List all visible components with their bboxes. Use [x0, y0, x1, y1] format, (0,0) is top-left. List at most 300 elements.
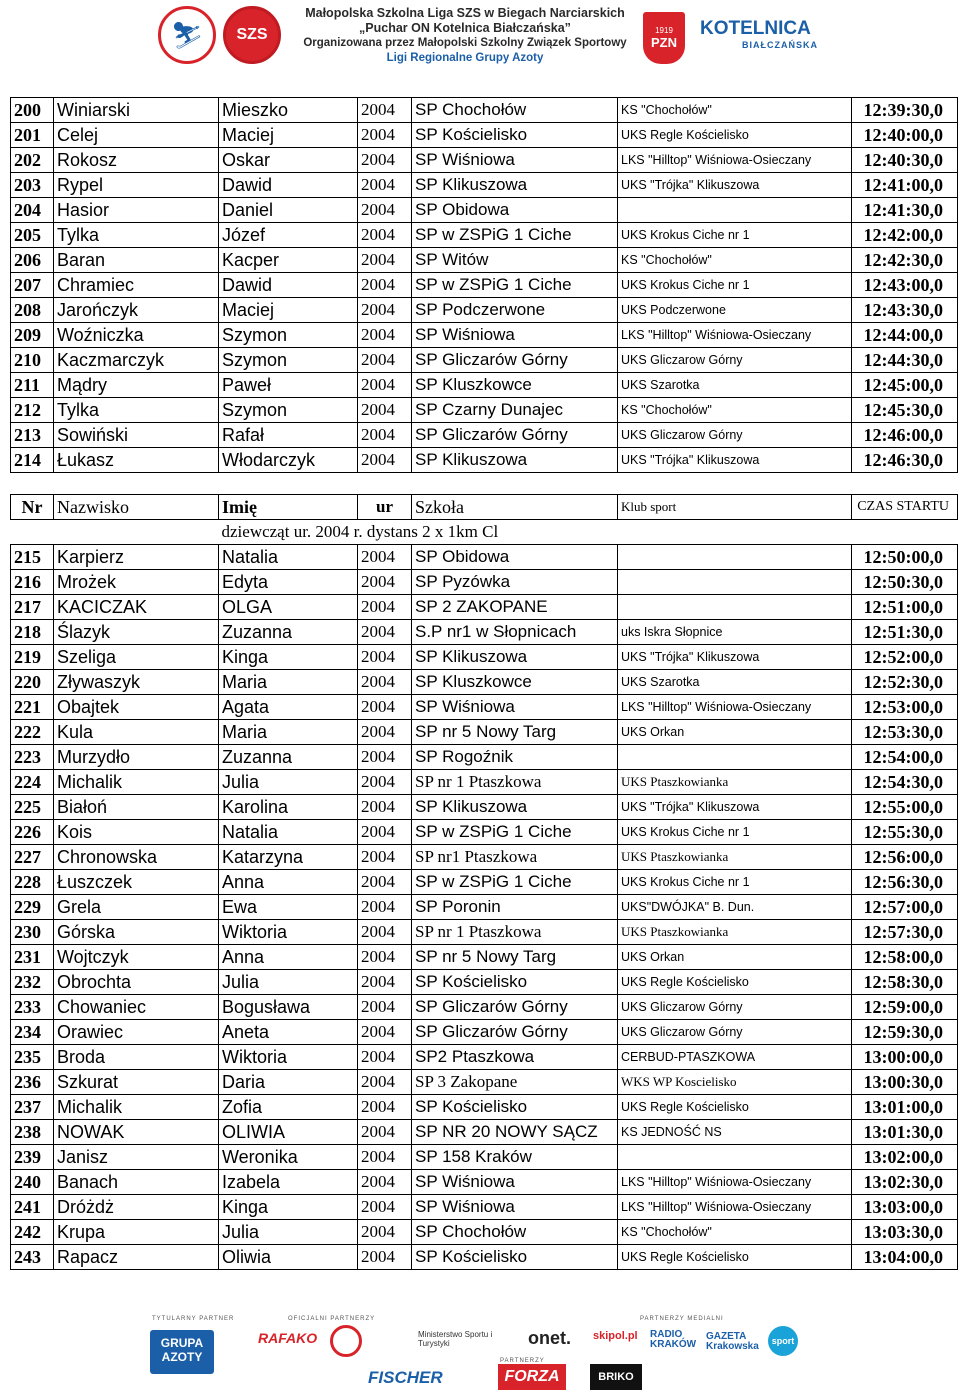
cell-school: SP Chochołów: [412, 98, 618, 123]
cell-club: [618, 570, 852, 595]
cell-time: 12:54:00,0: [852, 745, 958, 770]
table-row: [11, 223, 958, 248]
cell-nr: 239: [11, 1145, 54, 1170]
cell-nr: 219: [11, 645, 54, 670]
cell-surname: Broda: [54, 1045, 219, 1070]
title-line-4: Ligi Regionalne Grupy Azoty: [386, 52, 544, 64]
cell-school: SP nr 1 Ptaszkowa: [412, 920, 618, 945]
cell-nr: 201: [11, 123, 54, 148]
table-row: [11, 1095, 958, 1120]
cell-nr: 242: [11, 1220, 54, 1245]
table-row: [11, 298, 958, 323]
cell-year: 2004: [358, 1020, 412, 1045]
col-header-year: ur: [358, 495, 412, 520]
sponsor-rafako: RAFAKO: [258, 1330, 318, 1346]
cell-school: SP Kościelisko: [412, 1245, 618, 1270]
cell-club: UKS Gliczarow Górny: [618, 995, 852, 1020]
cell-year: 2004: [358, 1220, 412, 1245]
label-official-partners: OFICJALNI PARTNERZY: [288, 1316, 376, 1322]
cell-name: OLGA: [219, 595, 358, 620]
cell-club: KS JEDNOŚĆ NS: [618, 1120, 852, 1145]
label-media-partners: PARTNERZY MEDIALNI: [640, 1316, 724, 1322]
cell-time: 12:58:30,0: [852, 970, 958, 995]
cell-nr: 212: [11, 398, 54, 423]
cell-name: Dawid: [219, 273, 358, 298]
cell-school: SP2 Ptaszkowa: [412, 1045, 618, 1070]
table-row: [11, 148, 958, 173]
cell-nr: 203: [11, 173, 54, 198]
cell-club: UKS "Trójka" Klikuszowa: [618, 448, 852, 473]
col-header-school: Szkoła: [412, 495, 618, 520]
table-row: [11, 820, 958, 845]
cell-year: 2004: [358, 545, 412, 570]
cell-year: 2004: [358, 248, 412, 273]
cell-year: 2004: [358, 448, 412, 473]
cell-name: Kacper: [219, 248, 358, 273]
cell-club: UKS Krokus Ciche nr 1: [618, 820, 852, 845]
cell-surname: Łuszczek: [54, 870, 219, 895]
cell-club: UKS Ptaszkowianka: [618, 920, 852, 945]
sponsor-skipol: skipol.pl: [593, 1330, 638, 1342]
col-header-surname: Nazwisko: [54, 495, 219, 520]
table-row: [11, 323, 958, 348]
cell-surname: Górska: [54, 920, 219, 945]
cell-club: LKS "Hilltop" Wiśniowa-Osieczany: [618, 148, 852, 173]
kotelnica-logo: [700, 18, 818, 50]
cell-nr: 209: [11, 323, 54, 348]
cell-club: UKS Ptaszkowianka: [618, 770, 852, 795]
cell-nr: 237: [11, 1095, 54, 1120]
cell-school: SP Gliczarów Górny: [412, 1020, 618, 1045]
table-row: [11, 1195, 958, 1220]
cell-school: SP Wiśniowa: [412, 1170, 618, 1195]
cell-club: KS "Chochołów": [618, 248, 852, 273]
cell-time: 12:39:30,0: [852, 98, 958, 123]
cell-time: 12:50:30,0: [852, 570, 958, 595]
cell-nr: 236: [11, 1070, 54, 1095]
cell-nr: 228: [11, 870, 54, 895]
cell-name: Zuzanna: [219, 745, 358, 770]
cell-time: 12:55:00,0: [852, 795, 958, 820]
cell-club: [618, 1145, 852, 1170]
cell-nr: 220: [11, 670, 54, 695]
cell-nr: 240: [11, 1170, 54, 1195]
cell-surname: Szkurat: [54, 1070, 219, 1095]
cell-time: 12:43:00,0: [852, 273, 958, 298]
cell-time: 13:01:00,0: [852, 1095, 958, 1120]
table-row: [11, 620, 958, 645]
cell-school: SP w ZSPiG 1 Ciche: [412, 273, 618, 298]
cell-school: SP Pyzówka: [412, 570, 618, 595]
cell-club: UKS "Trójka" Klikuszowa: [618, 795, 852, 820]
cell-school: SP Wiśniowa: [412, 323, 618, 348]
cell-name: OLIWIA: [219, 1120, 358, 1145]
cell-club: LKS "Hilltop" Wiśniowa-Osieczany: [618, 1170, 852, 1195]
cell-surname: Mrożek: [54, 570, 219, 595]
cell-time: 12:45:30,0: [852, 398, 958, 423]
cell-school: SP Klikuszowa: [412, 448, 618, 473]
cell-surname: Zływaszyk: [54, 670, 219, 695]
cell-surname: Łukasz: [54, 448, 219, 473]
cell-name: Szymon: [219, 348, 358, 373]
cell-year: 2004: [358, 373, 412, 398]
cell-year: 2004: [358, 920, 412, 945]
cell-club: WKS WP Koscielisko: [618, 1070, 852, 1095]
cell-school: SP Wiśniowa: [412, 1195, 618, 1220]
cell-club: UKS Podczerwone: [618, 298, 852, 323]
title-line-2: „Puchar ON Kotelnica Białczańska”: [359, 21, 571, 35]
cell-name: Maciej: [219, 123, 358, 148]
table-row: [11, 423, 958, 448]
cell-name: Józef: [219, 223, 358, 248]
table-row: [11, 1120, 958, 1145]
cell-time: 12:42:00,0: [852, 223, 958, 248]
cell-school: SP Obidowa: [412, 545, 618, 570]
cell-club: UKS Orkan: [618, 720, 852, 745]
sponsor-onet: onet.: [528, 1328, 571, 1348]
sponsor-mm-sport: sport: [768, 1326, 798, 1356]
cell-name: Aneta: [219, 1020, 358, 1045]
table-row: [11, 1220, 958, 1245]
table-row: [11, 373, 958, 398]
cell-school: SP Kluszkowce: [412, 373, 618, 398]
cell-school: SP Klikuszowa: [412, 173, 618, 198]
cell-year: 2004: [358, 570, 412, 595]
cell-year: 2004: [358, 645, 412, 670]
cell-club: LKS "Hilltop" Wiśniowa-Osieczany: [618, 323, 852, 348]
cell-school: SP Klikuszowa: [412, 795, 618, 820]
table-row: [11, 1170, 958, 1195]
cell-year: 2004: [358, 323, 412, 348]
table-row: [11, 273, 958, 298]
table-row: [11, 670, 958, 695]
cell-time: 12:41:00,0: [852, 173, 958, 198]
cell-name: Mieszko: [219, 98, 358, 123]
cell-surname: Jarończyk: [54, 298, 219, 323]
table-row: [11, 398, 958, 423]
table-row: [11, 745, 958, 770]
table-row: [11, 248, 958, 273]
cell-year: 2004: [358, 98, 412, 123]
cell-name: Ewa: [219, 895, 358, 920]
cell-year: 2004: [358, 1095, 412, 1120]
table-row: [11, 695, 958, 720]
pzn-year: 1919: [655, 26, 673, 35]
table-row: [11, 720, 958, 745]
cell-school: SP 3 Zakopane: [412, 1070, 618, 1095]
cell-time: 12:56:00,0: [852, 845, 958, 870]
cell-nr: 202: [11, 148, 54, 173]
cell-school: S.P nr1 w Słopnicach: [412, 620, 618, 645]
cell-school: SP Rogoźnik: [412, 745, 618, 770]
cell-school: SP w ZSPiG 1 Ciche: [412, 820, 618, 845]
col-header-time: CZAS STARTU: [852, 495, 958, 520]
cell-nr: 231: [11, 945, 54, 970]
cell-year: 2004: [358, 348, 412, 373]
cell-year: 2004: [358, 670, 412, 695]
cell-surname: Ślazyk: [54, 620, 219, 645]
cell-club: UKS Gliczarow Górny: [618, 348, 852, 373]
cell-year: 2004: [358, 1170, 412, 1195]
table-row: [11, 895, 958, 920]
cell-year: 2004: [358, 595, 412, 620]
cell-name: Szymon: [219, 323, 358, 348]
col-header-name: Imię: [219, 495, 358, 520]
table-row: [11, 98, 958, 123]
cell-name: Maciej: [219, 298, 358, 323]
cell-time: 12:51:30,0: [852, 620, 958, 645]
cell-surname: Baran: [54, 248, 219, 273]
table-row: [11, 198, 958, 223]
cell-time: 12:55:30,0: [852, 820, 958, 845]
cell-surname: Janisz: [54, 1145, 219, 1170]
cell-name: Daniel: [219, 198, 358, 223]
cell-time: 12:52:30,0: [852, 670, 958, 695]
cell-nr: 229: [11, 895, 54, 920]
cell-nr: 206: [11, 248, 54, 273]
table-row: [11, 795, 958, 820]
cell-club: [618, 545, 852, 570]
cell-surname: Obrochta: [54, 970, 219, 995]
cell-year: 2004: [358, 745, 412, 770]
cell-surname: Sowiński: [54, 423, 219, 448]
table-row: [11, 995, 958, 1020]
cell-year: 2004: [358, 1070, 412, 1095]
cell-club: KS "Chochołów": [618, 398, 852, 423]
cell-club: LKS "Hilltop" Wiśniowa-Osieczany: [618, 695, 852, 720]
cell-year: 2004: [358, 820, 412, 845]
cell-name: Maria: [219, 720, 358, 745]
cell-school: SP Gliczarów Górny: [412, 423, 618, 448]
cell-time: 13:02:00,0: [852, 1145, 958, 1170]
cell-club: UKS"DWÓJKA" B. Dun.: [618, 895, 852, 920]
title-line-1: Małopolska Szkolna Liga SZS w Biegach Narciarskich: [305, 6, 625, 20]
cell-name: Szymon: [219, 398, 358, 423]
cell-name: Dawid: [219, 173, 358, 198]
cell-club: UKS "Trójka" Klikuszowa: [618, 645, 852, 670]
cell-time: 12:44:30,0: [852, 348, 958, 373]
cell-nr: 224: [11, 770, 54, 795]
kotelnica-main: KOTELNICA: [700, 18, 811, 39]
cell-school: SP Czarny Dunajec: [412, 398, 618, 423]
cell-nr: 233: [11, 995, 54, 1020]
cell-school: SP Podczerwone: [412, 298, 618, 323]
cell-name: Agata: [219, 695, 358, 720]
cell-club: [618, 595, 852, 620]
cell-time: 12:43:30,0: [852, 298, 958, 323]
cell-school: SP NR 20 NOWY SĄCZ: [412, 1120, 618, 1145]
cell-time: 13:03:00,0: [852, 1195, 958, 1220]
sponsor-briko: BRIKO: [590, 1364, 642, 1390]
cell-school: SP Witów: [412, 248, 618, 273]
cell-surname: Orawiec: [54, 1020, 219, 1045]
cell-surname: Winiarski: [54, 98, 219, 123]
cell-year: 2004: [358, 870, 412, 895]
cell-name: Katarzyna: [219, 845, 358, 870]
cell-nr: 235: [11, 1045, 54, 1070]
cell-year: 2004: [358, 945, 412, 970]
cell-club: UKS Szarotka: [618, 670, 852, 695]
cell-school: SP nr 5 Nowy Targ: [412, 945, 618, 970]
page-header: [0, 0, 960, 78]
cell-school: SP Kościelisko: [412, 1095, 618, 1120]
cell-surname: Kois: [54, 820, 219, 845]
cell-time: 12:50:00,0: [852, 545, 958, 570]
table-row: [11, 970, 958, 995]
cell-school: SP Kościelisko: [412, 970, 618, 995]
cell-club: LKS "Hilltop" Wiśniowa-Osieczany: [618, 1195, 852, 1220]
cell-name: Julia: [219, 1220, 358, 1245]
cell-nr: 232: [11, 970, 54, 995]
sponsor-gazeta-krakowska: GAZETA Krakowska: [706, 1331, 759, 1352]
cell-name: Oliwia: [219, 1245, 358, 1270]
cell-name: Oskar: [219, 148, 358, 173]
cell-year: 2004: [358, 695, 412, 720]
column-header-row: [11, 495, 958, 520]
cell-surname: Rokosz: [54, 148, 219, 173]
cell-name: Natalia: [219, 545, 358, 570]
cell-surname: NOWAK: [54, 1120, 219, 1145]
cell-school: SP Klikuszowa: [412, 645, 618, 670]
cell-club: UKS Gliczarow Górny: [618, 1020, 852, 1045]
szs-logo-text: SZS: [236, 26, 268, 43]
cell-surname: Krupa: [54, 1220, 219, 1245]
cell-school: SP w ZSPiG 1 Ciche: [412, 870, 618, 895]
cell-club: UKS Orkan: [618, 945, 852, 970]
cell-surname: Banach: [54, 1170, 219, 1195]
table-row: [11, 1070, 958, 1095]
cell-time: 12:40:30,0: [852, 148, 958, 173]
cell-club: UKS Szarotka: [618, 373, 852, 398]
cell-year: 2004: [358, 173, 412, 198]
cell-time: 12:58:00,0: [852, 945, 958, 970]
cell-school: SP Wiśniowa: [412, 695, 618, 720]
cell-time: 12:44:00,0: [852, 323, 958, 348]
cell-club: [618, 745, 852, 770]
sponsor-fischer: FISCHER: [368, 1368, 443, 1387]
cell-nr: 205: [11, 223, 54, 248]
cell-nr: 200: [11, 98, 54, 123]
table-row: [11, 123, 958, 148]
cell-year: 2004: [358, 1045, 412, 1070]
table-row: [11, 570, 958, 595]
table-row: [11, 845, 958, 870]
cell-time: 12:40:00,0: [852, 123, 958, 148]
cell-time: 12:57:30,0: [852, 920, 958, 945]
cell-name: Daria: [219, 1070, 358, 1095]
table-row: [11, 1245, 958, 1270]
cell-year: 2004: [358, 1245, 412, 1270]
cell-surname: Chramiec: [54, 273, 219, 298]
category-row: [11, 520, 958, 545]
cell-year: 2004: [358, 298, 412, 323]
cell-time: 12:59:30,0: [852, 1020, 958, 1045]
cell-nr: 226: [11, 820, 54, 845]
cell-time: 12:59:00,0: [852, 995, 958, 1020]
cell-school: SP nr 5 Nowy Targ: [412, 720, 618, 745]
sponsor-grupa-azoty: GRUPA AZOTY: [150, 1330, 214, 1374]
cell-surname: Hasior: [54, 198, 219, 223]
cell-name: Rafał: [219, 423, 358, 448]
cell-time: 13:03:30,0: [852, 1220, 958, 1245]
cell-time: 12:45:00,0: [852, 373, 958, 398]
label-partners: PARTNERZY: [500, 1358, 545, 1364]
cell-club: UKS Regle Kościelisko: [618, 1245, 852, 1270]
sponsor-cos-logo: [330, 1325, 362, 1357]
cell-time: 12:51:00,0: [852, 595, 958, 620]
cell-club: UKS Ptaszkowianka: [618, 845, 852, 870]
cell-surname: Kula: [54, 720, 219, 745]
cell-surname: Chowaniec: [54, 995, 219, 1020]
cell-name: Paweł: [219, 373, 358, 398]
table-row: [11, 1020, 958, 1045]
cell-nr: 217: [11, 595, 54, 620]
cell-surname: Tylka: [54, 398, 219, 423]
cell-club: UKS Regle Kościelisko: [618, 970, 852, 995]
cell-school: SP 2 ZAKOPANE: [412, 595, 618, 620]
table-row: [11, 448, 958, 473]
cell-time: 13:02:30,0: [852, 1170, 958, 1195]
cell-surname: Chronowska: [54, 845, 219, 870]
cell-surname: Rapacz: [54, 1245, 219, 1270]
skier-icon: ⛷: [170, 19, 204, 50]
col-header-nr: Nr: [11, 495, 54, 520]
sponsor-radio-krakow: RADIO KRAKÓW: [650, 1329, 697, 1350]
cell-year: 2004: [358, 223, 412, 248]
cell-nr: 213: [11, 423, 54, 448]
sponsor-ministry: Ministerstwo Sportu i Turystyki: [418, 1330, 493, 1348]
cell-year: 2004: [358, 148, 412, 173]
cell-time: 13:01:30,0: [852, 1120, 958, 1145]
cell-nr: 238: [11, 1120, 54, 1145]
cell-surname: Kaczmarczyk: [54, 348, 219, 373]
kotelnica-sub: BIAŁCZAŃSKA: [742, 40, 818, 50]
cell-year: 2004: [358, 1195, 412, 1220]
competition-title: [300, 6, 630, 66]
boys-start-list: [10, 97, 958, 473]
cell-surname: Tylka: [54, 223, 219, 248]
cell-club: UKS Regle Kościelisko: [618, 1095, 852, 1120]
cell-club: KS "Chochołów": [618, 98, 852, 123]
cell-name: Maria: [219, 670, 358, 695]
cell-school: SP Poronin: [412, 895, 618, 920]
cell-time: 12:54:30,0: [852, 770, 958, 795]
cell-nr: 230: [11, 920, 54, 945]
cell-surname: Rypel: [54, 173, 219, 198]
table-row: [11, 173, 958, 198]
cell-nr: 222: [11, 720, 54, 745]
cell-school: SP w ZSPiG 1 Ciche: [412, 223, 618, 248]
cell-club: KS "Chochołów": [618, 1220, 852, 1245]
table-row: [11, 870, 958, 895]
cell-nr: 215: [11, 545, 54, 570]
cell-name: Wiktoria: [219, 920, 358, 945]
cell-school: SP Gliczarów Górny: [412, 348, 618, 373]
cell-surname: Białoń: [54, 795, 219, 820]
table-row: [11, 1045, 958, 1070]
cell-name: Julia: [219, 970, 358, 995]
cell-surname: Mądry: [54, 373, 219, 398]
cell-name: Kinga: [219, 1195, 358, 1220]
cell-year: 2004: [358, 770, 412, 795]
cell-nr: 216: [11, 570, 54, 595]
cell-surname: Michalik: [54, 770, 219, 795]
cell-school: SP Obidowa: [412, 198, 618, 223]
category-label: dziewcząt ur. 2004 r. dystans 2 x 1km Cl: [221, 522, 499, 541]
cell-time: 12:53:00,0: [852, 695, 958, 720]
cell-nr: 207: [11, 273, 54, 298]
cell-time: 12:57:00,0: [852, 895, 958, 920]
